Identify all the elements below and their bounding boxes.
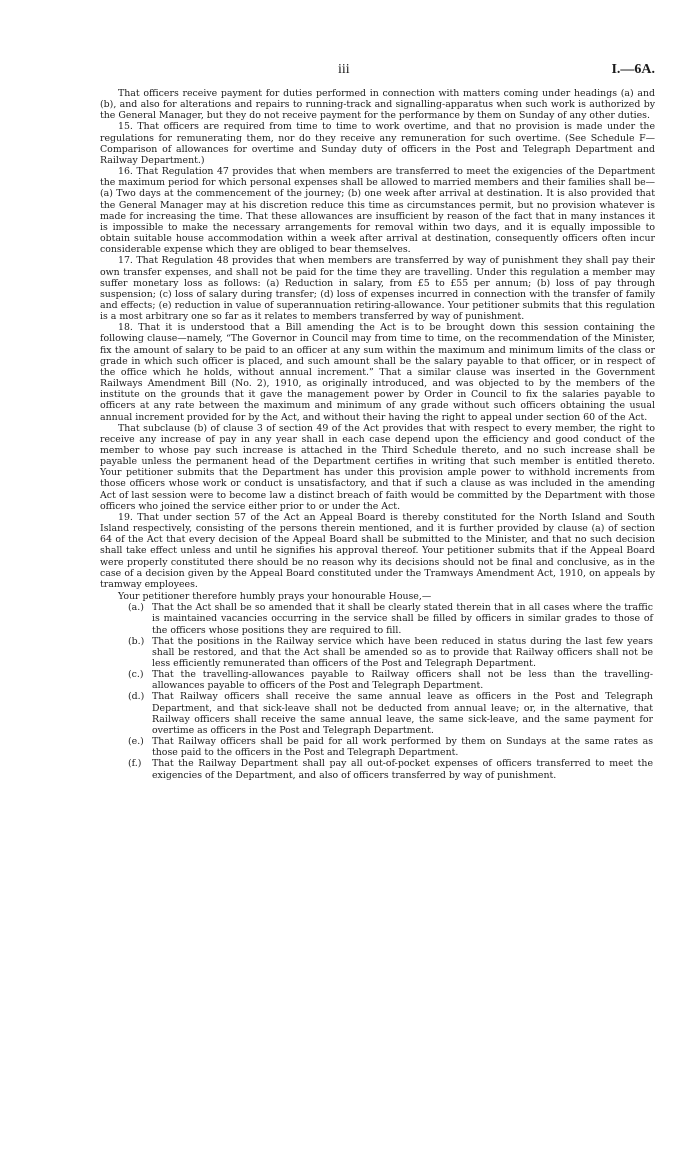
clause-e bbox=[100, 736, 655, 758]
clause-text: That the Act shall be so amended that it shall be clearly stated therein that in all cases where the traffic is maintained vacancies occurring in the service shall be filled by officers in similar grades to those of the officers whose positions they are required to fill. bbox=[152, 602, 653, 636]
clause-label: (f.) bbox=[128, 758, 142, 770]
paragraph-19-appeal-board: 19. That under section 57 of the Act an Appeal Board is thereby constituted for the North Island and South Island respectively, consisting of the persons therein mentioned, and it is further provided by clause (a) of section 64 of the Act that every decision of the Appeal Board shall be submitted to the Minister, and that no such decision shall take effect unless and until he signifies his approval thereof. Your petitioner submits that if the Appeal Board were properly constituted there should be no reason why its decisions should not be final and conclusive, as in the case of a decision given by the Appeal Board constituted under the Tramways Amendment Act, 1910, on appeals by tramway employees. bbox=[100, 511, 655, 590]
paragraph-16-transfer-expenses: 16. That Regulation 47 provides that when members are transferred to meet the exigencies of the Department the maximum period for which personal expenses shall be allowed to married members and their families shall be—(a) Two days at the commencement of the journey; (b) one week after arrival at destination. It is also provided that the General Manager may at his discretion reduce this time as circumstances permit, but no provision whatever is made for increasing the time. That these allowances are insufficient by reason of the fact that in many instances it is impossible to make the necessary arrangements for removal within two days, and it is equally impossible to obtain suitable house accommodation within a week after arrival at destination, consequently officers often incur considerable expense which they are obliged to bear themselves. bbox=[100, 166, 655, 256]
clause-d bbox=[100, 691, 655, 736]
clause-label: (c.) bbox=[128, 669, 144, 681]
document-reference: I.—6A. bbox=[611, 62, 655, 77]
prayer-intro: Your petitioner therefore humbly prays your honourable House,— bbox=[118, 591, 432, 603]
paragraph-payment-duties: That officers receive payment for duties performed in connection with matters coming under headings (a) and (b), and also for alterations and repairs to running-track and signalling-apparatus when such work is authorized by the General Manager, but they do not receive payment for the performance by them on Sunday of any other duties. bbox=[100, 88, 655, 122]
clause-label: (d.) bbox=[128, 691, 145, 703]
paragraph-15-overtime: 15. That officers are required from time to time to work overtime, and that no provision is made under the regulations for remunerating them, nor do they receive any remuneration for such overtime. (See Schedule F—Comparison of allowances for overtime and Sunday duty of officers in the Post and Telegraph Department and Railway Department.) bbox=[100, 121, 655, 166]
clause-label: (b.) bbox=[128, 635, 145, 647]
paragraph-subclause-increments: That subclause (b) of clause 3 of section 49 of the Act provides that with respect to every member, the right to receive any increase of pay in any year shall in each case depend upon the efficiency and good conduct of the member to whose pay such increase is attached in the Third Schedule thereto, and no such increase shall be payable unless the permanent head of the Department certifies in writing that such member is entitled thereto. Your petitioner submits that the Department has under this provision ample power to withhold increments from those officers whose work or conduct is unsatisfactory, and that if such a clause as was included in the amending Act of last session were to become law a distinct breach of faith would be committed by the Department with those officers who joined the service either prior to or under the Act. bbox=[100, 422, 655, 512]
paragraph-17-punishment-transfers: 17. That Regulation 48 provides that when members are transferred by way of punishment they shall pay their own transfer expenses, and shall not be paid for the time they are travelling. Under this regulation a member may suffer monetary loss as follows: (a) Reduction in salary, from £5 to £55 per annum; (b) loss of pay through suspension; (c) loss of salary during transfer; (d) loss of expenses incurred in connection with the transfer of family and effects; (e) reduction in value of superannuation retiring-allowance. Your petitioner submits that this regulation is a most arbitrary one so far as it relates to members transferred by way of punishment. bbox=[100, 255, 655, 323]
clause-label: (a.) bbox=[128, 602, 144, 614]
clause-text: That the travelling-allowances payable to Railway officers shall not be less than the travelling-allowances payable to officers of the Post and Telegraph Department. bbox=[152, 669, 653, 692]
prayer-clauses bbox=[100, 602, 655, 781]
clause-text: That the Railway Department shall pay all out-of-pocket expenses of officers transferred to meet the exigencies of the Department, and also of officers transferred by way of punishment. bbox=[152, 758, 653, 781]
clause-text: That the positions in the Railway service which have been reduced in status during the last few years shall be restored, and that the Act shall be amended so as to provide that Railway officers shall not be less efficiently remunerated than officers of the Post and Telegraph Department. bbox=[152, 635, 653, 669]
clause-label: (e.) bbox=[128, 736, 144, 748]
page-header bbox=[100, 62, 655, 88]
petition-body bbox=[100, 88, 655, 781]
clause-text: That Railway officers shall be paid for all work performed by them on Sundays at the same rates as those paid to the officers in the Post and Telegraph Department. bbox=[152, 736, 653, 759]
clause-text: That Railway officers shall receive the same annual leave as officers in the Post and Telegraph Department, and that sick-leave shall not be deducted from annual leave; or, in the alternative, that Railway officers shall receive the same annual leave, the same sick-leave, and the same payment for overtime as officers in the Post and Telegraph Department. bbox=[152, 691, 653, 736]
page-number: iii bbox=[338, 62, 350, 77]
paragraph-18-amending-bill: 18. That it is understood that a Bill amending the Act is to be brought down this session containing the following clause—namely, “The Governor in Council may from time to time, on the recommendation of the Minister, fix the amount of salary to be paid to an officer at any sum within the maximum and minimum limits of the class or grade in which such officer is placed, and such amount shall be the salary payable to that officer, or in respect of the office which he holds, without annual increment.” That a similar clause was inserted in the Government Railways Amendment Bill (No. 2), 1910, as originally introduced, and was objected to by the members of the institute on the grounds that it gave the management power by Order in Council to fix the salaries payable to officers at any rate between the maximum and minimum of any grade without such officers obtaining the usual annual increment provided for by the Act, and without their having the right to appeal under section 60 of the Act. bbox=[100, 322, 655, 423]
clause-a bbox=[100, 602, 655, 635]
clause-c bbox=[100, 669, 655, 691]
clause-f bbox=[100, 758, 655, 780]
clause-b bbox=[100, 636, 655, 669]
